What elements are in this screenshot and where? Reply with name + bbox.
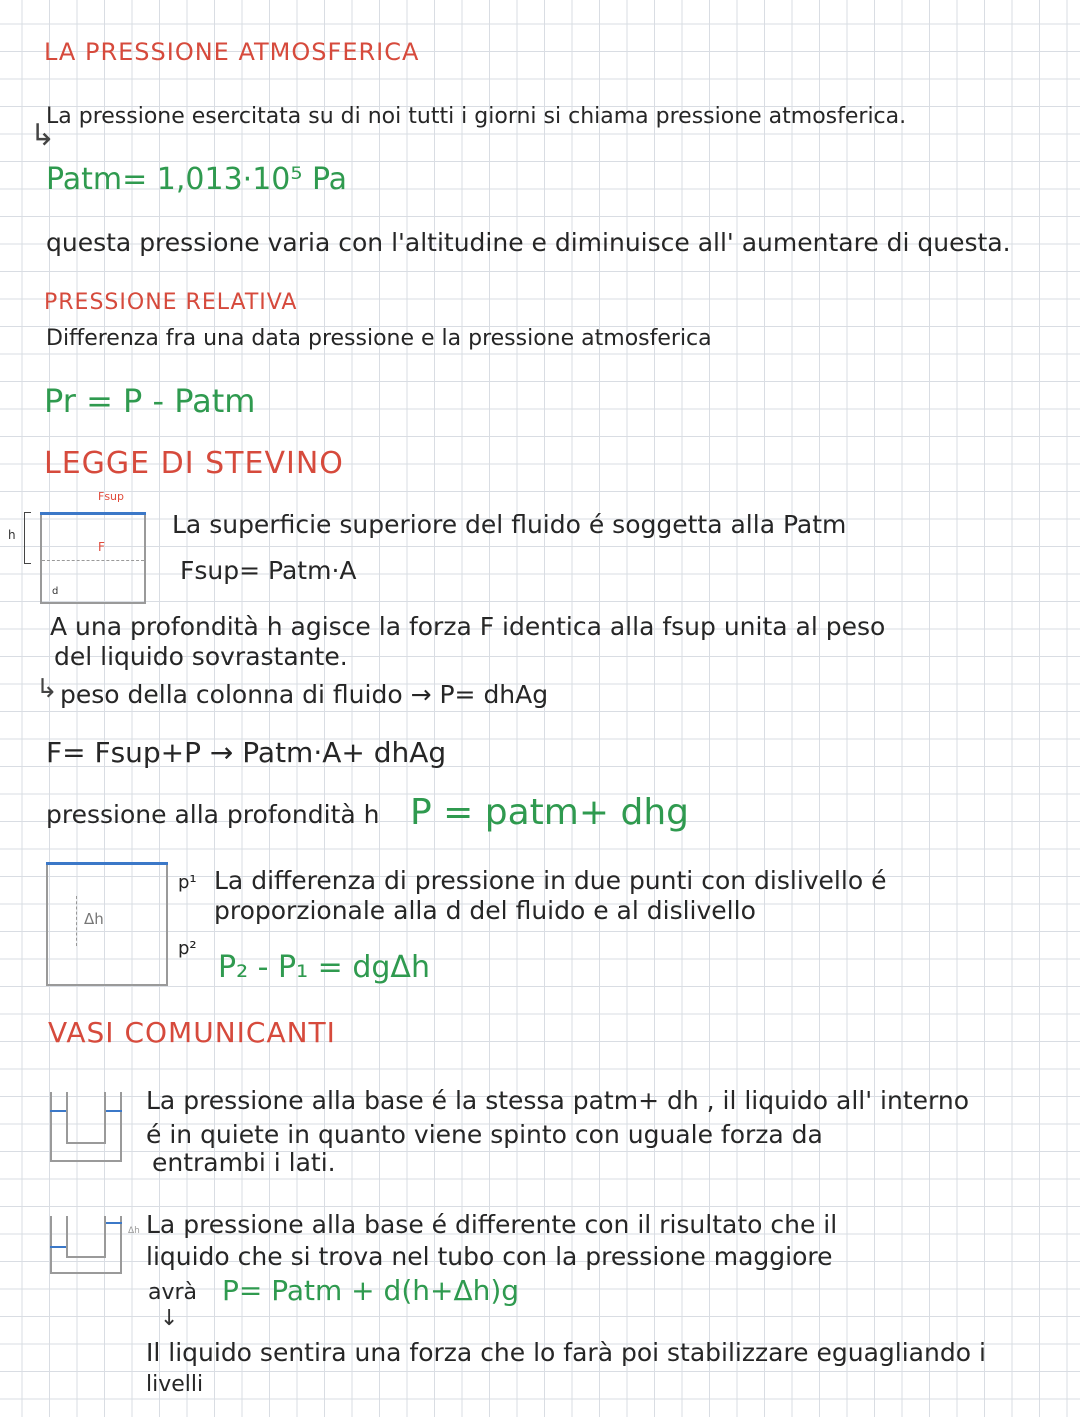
stevino-depth-text: A una profondità h agisce la forza F identica alla fsup unita al peso: [50, 612, 886, 641]
p2-label: p²: [178, 938, 197, 959]
left-level: [50, 1110, 66, 1112]
diff-formula: P₂ - P₁ = dgΔh: [218, 950, 430, 985]
vasi-para2-avra: avrà: [148, 1280, 198, 1305]
vasi-para3-line1: Il liquido sentira una forza che lo farà poi stabilizzare eguagliando i: [146, 1338, 986, 1367]
vasi-formula: P= Patm + d(h+Δh)g: [222, 1274, 520, 1307]
heading-pressione-relativa: PRESSIONE RELATIVA: [44, 290, 298, 315]
heading-pressione-atmosferica: LA PRESSIONE ATMOSFERICA: [44, 38, 420, 66]
stevino-weight-line: peso della colonna di fluido → P= dhAg: [60, 680, 549, 709]
vasi-para2-line1: La pressione alla base é differente con il risultato che il: [146, 1210, 838, 1239]
bracket-arrow-icon: ↳: [30, 118, 56, 153]
left-level: [50, 1246, 66, 1248]
d-label: d: [52, 586, 59, 597]
p1-label: p¹: [178, 872, 197, 893]
u-tube-inner: [66, 1092, 106, 1144]
water-surface: [40, 512, 146, 515]
dh-dashed-line: [76, 896, 77, 946]
stevino-surface-text: La superficie superiore del fluido é soggetta alla Patm: [172, 510, 847, 539]
diff-text-line2: proporzionale alla d del fluido e al dislivello: [214, 896, 756, 925]
heading-legge-di-stevino: LEGGE DI STEVINO: [44, 446, 344, 481]
atm-definition: La pressione esercitata su di noi tutti i giorni si chiama pressione atmosferica.: [46, 104, 907, 129]
vasi-para1-line3: entrambi i lati.: [152, 1148, 336, 1177]
stevino-fsup-formula: Fsup= Patm·A: [180, 556, 357, 585]
vasi-para3-line2: livelli: [146, 1372, 204, 1397]
relativa-formula: Pr = P - Patm: [44, 382, 256, 420]
stevino-depth-pressure-label: pressione alla profondità h: [46, 800, 380, 829]
stevino-depth-text-cont: del liquido sovrastante.: [54, 642, 348, 671]
diff-text-line1: La differenza di pressione in due punti con dislivello é: [214, 866, 887, 895]
f-label: F: [98, 540, 105, 554]
stevino-main-formula: P = patm+ dhg: [410, 792, 689, 833]
container-outline: [46, 862, 168, 986]
dh-label: Δh: [84, 910, 104, 928]
vasi-para2-line2: liquido che si trova nel tubo con la pressione maggiore: [146, 1242, 833, 1271]
heading-vasi-comunicanti: VASI COMUNICANTI: [48, 1016, 336, 1049]
h-label: h: [8, 528, 16, 542]
fsup-label: Fsup: [98, 490, 125, 503]
atm-formula: Patm= 1,013·10⁵ Pa: [46, 162, 348, 197]
water-surface: [46, 862, 168, 865]
vasi-para1-line1: La pressione alla base é la stessa patm+ dh , il liquido all' interno: [146, 1086, 969, 1115]
vasi-para1-line2: é in quiete in quanto viene spinto con uguale forza da: [146, 1120, 823, 1149]
stevino-force-line: F= Fsup+P → Patm·A+ dhAg: [46, 736, 447, 769]
bracket-arrow-icon: ↳: [36, 674, 58, 704]
depth-line: [42, 560, 144, 561]
h-bracket: [24, 512, 31, 564]
right-level: [106, 1222, 122, 1224]
relativa-definition: Differenza fra una data pressione e la pressione atmosferica: [46, 326, 712, 351]
dh-small-label: Δh: [128, 1226, 140, 1236]
u-tube-inner: [66, 1216, 106, 1258]
down-arrow-icon: ↓: [160, 1306, 179, 1331]
atm-altitude-note: questa pressione varia con l'altitudine e diminuisce all' aumentare di questa.: [46, 228, 1011, 257]
right-level: [106, 1110, 122, 1112]
